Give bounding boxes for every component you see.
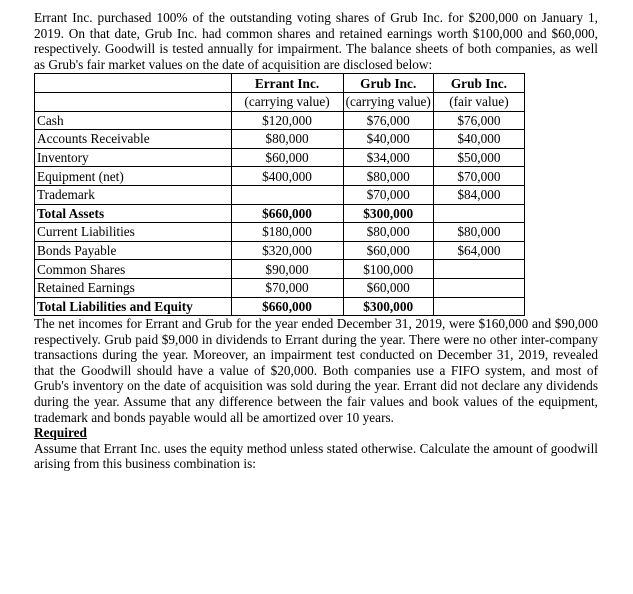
row-label: Common Shares: [35, 260, 232, 279]
value-cell: [231, 185, 343, 204]
row-label: Equipment (net): [35, 167, 232, 186]
value-cell: $76,000: [433, 111, 524, 130]
subheader-cell: (carrying value): [343, 92, 433, 111]
row-label: Trademark: [35, 185, 232, 204]
table-row: [35, 241, 525, 260]
body-paragraph: The net incomes for Errant and Grub for the year ended December 31, 2019, were $160,000 and $90,000 respectively. Grub paid $9,000 in dividends to Errant during the year. There were no other inter-company transactions during the year. Moreover, an impairment test conducted on December 31, 2019, revealed that the Goodwill should have a value of $20,000. Both companies use a FIFO system, and most of Grub's inventory on the date of acquisition was sold during the year. Errant did not declare any dividends during the year. Assume that any difference between the fair values and book values of the equipment, trademark and bonds payable would all be amortized over 10 years.: [34, 316, 598, 425]
row-label: Cash: [35, 111, 232, 130]
value-cell: $40,000: [343, 130, 433, 149]
value-cell: $40,000: [433, 130, 524, 149]
subheader-cell: (fair value): [433, 92, 524, 111]
value-cell: $80,000: [433, 223, 524, 242]
table-row: [35, 148, 525, 167]
value-cell: $100,000: [343, 260, 433, 279]
value-cell: $60,000: [231, 148, 343, 167]
subheader-cell: (carrying value): [231, 92, 343, 111]
row-label: Total Liabilities and Equity: [35, 297, 232, 316]
table-row: [35, 223, 525, 242]
value-cell: $120,000: [231, 111, 343, 130]
value-cell: $660,000: [231, 204, 343, 223]
value-cell: $84,000: [433, 185, 524, 204]
value-cell: [433, 204, 524, 223]
table-row: [35, 278, 525, 297]
row-label: Total Assets: [35, 204, 232, 223]
value-cell: [433, 278, 524, 297]
value-cell: $80,000: [231, 130, 343, 149]
value-cell: $60,000: [343, 241, 433, 260]
value-cell: $70,000: [433, 167, 524, 186]
value-cell: $70,000: [231, 278, 343, 297]
value-cell: $660,000: [231, 297, 343, 316]
table-row: [35, 185, 525, 204]
document: [34, 10, 598, 472]
value-cell: $300,000: [343, 204, 433, 223]
value-cell: $70,000: [343, 185, 433, 204]
value-cell: $64,000: [433, 241, 524, 260]
required-heading: Required: [34, 425, 87, 441]
value-cell: $400,000: [231, 167, 343, 186]
value-cell: [433, 297, 524, 316]
header-cell: Grub Inc.: [433, 74, 524, 93]
value-cell: $90,000: [231, 260, 343, 279]
value-cell: $320,000: [231, 241, 343, 260]
row-label: Retained Earnings: [35, 278, 232, 297]
value-cell: $60,000: [343, 278, 433, 297]
value-cell: $76,000: [343, 111, 433, 130]
row-label: Accounts Receivable: [35, 130, 232, 149]
value-cell: [433, 260, 524, 279]
table-row: [35, 204, 525, 223]
header-cell: [35, 74, 232, 93]
table-row: [35, 167, 525, 186]
table-row: [35, 297, 525, 316]
row-label: Bonds Payable: [35, 241, 232, 260]
table-row: [35, 260, 525, 279]
row-label: Inventory: [35, 148, 232, 167]
row-label: Current Liabilities: [35, 223, 232, 242]
subheader-cell: [35, 92, 232, 111]
question-paragraph: Assume that Errant Inc. uses the equity method unless stated otherwise. Calculate the amount of goodwill arising from this business combination is:: [34, 440, 598, 472]
value-cell: $300,000: [343, 297, 433, 316]
value-cell: $180,000: [231, 223, 343, 242]
balance-sheet-table: [34, 73, 525, 316]
table-row: [35, 111, 525, 130]
table-row: [35, 130, 525, 149]
table-header-row: [35, 74, 525, 93]
value-cell: $50,000: [433, 148, 524, 167]
table-subheader-row: [35, 92, 525, 111]
value-cell: $80,000: [343, 223, 433, 242]
value-cell: $80,000: [343, 167, 433, 186]
value-cell: $34,000: [343, 148, 433, 167]
intro-paragraph: Errant Inc. purchased 100% of the outstanding voting shares of Grub Inc. for $200,000 on January 1, 2019. On that date, Grub Inc. had common shares and retained earnings worth $100,000 and $60,000, respectively. Goodwill is tested annually for impairment. The balance sheets of both companies, as well as Grub's fair market values on the date of acquisition are disclosed below:: [34, 10, 598, 72]
header-cell: Errant Inc.: [231, 74, 343, 93]
header-cell: Grub Inc.: [343, 74, 433, 93]
